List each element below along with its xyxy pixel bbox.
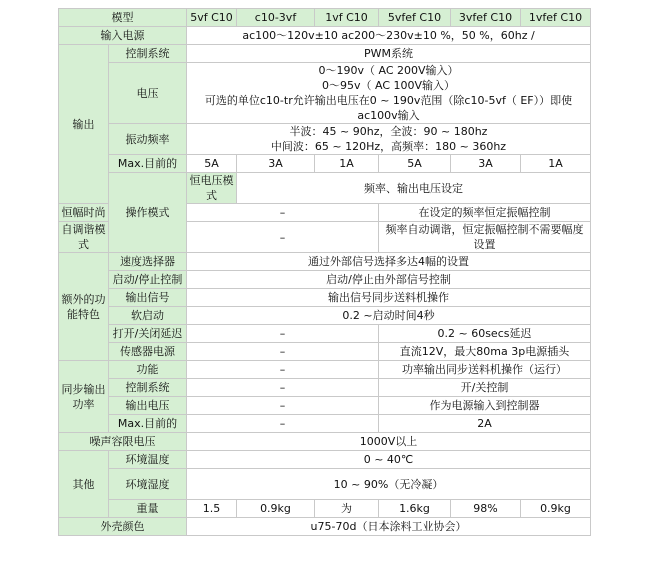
noise-tolerance-label: 噪声容限电压 — [59, 433, 187, 451]
speed-selector-value: 通过外部信号选择多达4幅的设置 — [187, 253, 591, 271]
output-control-value: PWM系统 — [187, 45, 591, 63]
model-name: c10-3vf — [237, 9, 315, 27]
auto-tune-label: 自调谐模式 — [59, 222, 109, 253]
power-input-value: ac100〜120v±10 ac200〜230v±10 %，50 %，60hz / — [187, 27, 591, 45]
sync-voltage-right: 作为电源输入到控制器 — [379, 397, 591, 415]
ambient-humidity-label: 环境湿度 — [109, 469, 187, 500]
sync-current-left: – — [187, 415, 379, 433]
power-input-row — [59, 27, 591, 45]
on-off-delay-right: 0.2 ~ 60secs延迟 — [379, 325, 591, 343]
max-current-value: 1A — [521, 155, 591, 173]
sync-control-row — [59, 379, 591, 397]
weight-value: 0.9kg — [237, 500, 315, 518]
model-name: 1vfef C10 — [521, 9, 591, 27]
output-group-label: 输出 — [59, 45, 109, 204]
output-signal-row — [59, 289, 591, 307]
model-name: 5vfef C10 — [379, 9, 451, 27]
auto-tune-right: 频率自动调谐，恒定振幅控制不需要幅度设置 — [379, 222, 591, 253]
sync-function-row — [59, 361, 591, 379]
noise-tolerance-row — [59, 433, 591, 451]
speed-selector-label: 速度选择器 — [109, 253, 187, 271]
weight-row — [59, 500, 591, 518]
weight-value: 1.5 — [187, 500, 237, 518]
sync-voltage-row — [59, 397, 591, 415]
soft-start-value: 0.2 ~启动时间4秒 — [187, 307, 591, 325]
speed-selector-row — [59, 253, 591, 271]
spec-table — [58, 8, 591, 536]
voltage-line: 可选的单位c10-tr允许输出电压在0 ~ 190v范围（除c10-5vf（ EF））即使ac100v输入 — [204, 94, 573, 122]
max-current-label: Max.目前的 — [109, 155, 187, 173]
freq-line: 半波：45 ~ 90hz，全波：90 ~ 180hz — [289, 125, 488, 138]
exterior-color-label: 外壳颜色 — [59, 518, 187, 536]
sync-current-label: Max.目前的 — [109, 415, 187, 433]
sync-function-left: – — [187, 361, 379, 379]
header-row — [59, 9, 591, 27]
ambient-temp-value: 0 ~ 40℃ — [187, 451, 591, 469]
weight-value: 98% — [451, 500, 521, 518]
other-label: 其他 — [59, 451, 109, 518]
constant-amplitude-right: 在设定的频率恒定振幅控制 — [379, 204, 591, 222]
ambient-temp-label: 环境温度 — [109, 451, 187, 469]
model-name: 1vf C10 — [315, 9, 379, 27]
sync-function-label: 功能 — [109, 361, 187, 379]
model-label: 模型 — [59, 9, 187, 27]
max-current-row — [59, 155, 591, 173]
weight-value: 1.6kg — [379, 500, 451, 518]
vibration-freq-row — [59, 124, 591, 155]
constant-voltage-label: 恒电压模式 — [187, 173, 237, 204]
ambient-temp-row — [59, 451, 591, 469]
ambient-humidity-value: 10 ~ 90%（无冷凝） — [187, 469, 591, 500]
sync-voltage-label: 输出电压 — [109, 397, 187, 415]
power-input-label: 输入电源 — [59, 27, 187, 45]
sensor-power-row — [59, 343, 591, 361]
sync-current-row — [59, 415, 591, 433]
constant-amplitude-label: 恒幅时尚 — [59, 204, 109, 222]
voltage-line: 0〜95v（ AC 100V输入） — [321, 79, 456, 92]
operation-mode-label: 操作模式 — [109, 173, 187, 253]
model-name: 3vfef C10 — [451, 9, 521, 27]
soft-start-label: 软启动 — [109, 307, 187, 325]
sync-function-right: 功率输出同步送料机操作（运行） — [379, 361, 591, 379]
soft-start-row — [59, 307, 591, 325]
model-name: 5vf C10 — [187, 9, 237, 27]
weight-value: 为 — [315, 500, 379, 518]
exterior-color-row — [59, 518, 591, 536]
voltage-line: 0〜190v（ AC 200V输入） — [318, 64, 459, 77]
on-off-delay-left: – — [187, 325, 379, 343]
auto-tune-left: – — [187, 222, 379, 253]
sync-control-label: 控制系统 — [109, 379, 187, 397]
output-control-row — [59, 45, 591, 63]
sync-control-right: 开/关控制 — [379, 379, 591, 397]
max-current-value: 3A — [237, 155, 315, 173]
output-signal-label: 输出信号 — [109, 289, 187, 307]
freq-line: 中间波：65 ~ 120Hz，高频率：180 ~ 360hz — [270, 140, 507, 153]
noise-tolerance-value: 1000V以上 — [187, 433, 591, 451]
max-current-value: 5A — [379, 155, 451, 173]
output-voltage-value — [187, 63, 591, 124]
exterior-color-value: u75-70d（日本涂料工业协会） — [187, 518, 591, 536]
extra-features-label: 额外的功能特色 — [59, 253, 109, 361]
start-stop-row — [59, 271, 591, 289]
vibration-freq-value — [187, 124, 591, 155]
start-stop-value: 启动/停止由外部信号控制 — [187, 271, 591, 289]
ambient-humidity-row — [59, 469, 591, 500]
start-stop-label: 启动/停止控制 — [109, 271, 187, 289]
sensor-power-label: 传感器电源 — [109, 343, 187, 361]
on-off-delay-label: 打开/关闭延迟 — [109, 325, 187, 343]
sync-voltage-left: – — [187, 397, 379, 415]
output-voltage-label: 电压 — [109, 63, 187, 124]
on-off-delay-row — [59, 325, 591, 343]
max-current-value: 5A — [187, 155, 237, 173]
sync-current-right: 2A — [379, 415, 591, 433]
output-signal-value: 输出信号同步送料机操作 — [187, 289, 591, 307]
weight-value: 0.9kg — [521, 500, 591, 518]
sync-output-label: 同步输出功率 — [59, 361, 109, 433]
constant-amplitude-left: – — [187, 204, 379, 222]
constant-voltage-value: 频率、输出电压设定 — [237, 173, 591, 204]
constant-voltage-row — [59, 173, 591, 204]
output-control-label: 控制系统 — [109, 45, 187, 63]
sensor-power-left: – — [187, 343, 379, 361]
sync-control-left: – — [187, 379, 379, 397]
max-current-value: 1A — [315, 155, 379, 173]
weight-label: 重量 — [109, 500, 187, 518]
max-current-value: 3A — [451, 155, 521, 173]
vibration-freq-label: 振动频率 — [109, 124, 187, 155]
sensor-power-right: 直流12V，最大80ma 3p电源插头 — [379, 343, 591, 361]
output-voltage-row — [59, 63, 591, 124]
